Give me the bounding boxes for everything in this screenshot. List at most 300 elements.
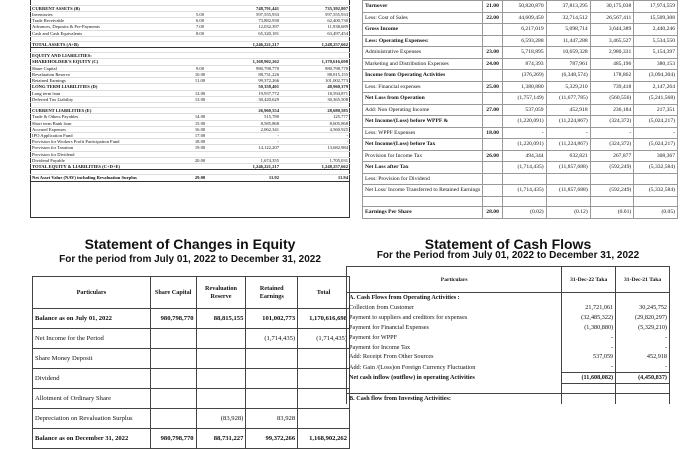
income-row-note xyxy=(483,24,503,36)
income-row-note xyxy=(483,93,503,105)
income-row-col2: 32,714,512 xyxy=(546,12,590,24)
balance-sheet-row-label: SHAREHOLDER'S EQUITY (C) xyxy=(30,59,188,65)
income-row-col2: 11,447,288 xyxy=(546,35,590,47)
cashflow-header-2022: 31-Dec-22 Taka xyxy=(562,267,616,293)
income-row-note xyxy=(483,116,503,128)
income-row-col2: 10,659,328 xyxy=(546,47,590,59)
equity-row xyxy=(33,309,350,329)
income-row-col1: 50,820,870 xyxy=(502,1,546,13)
cashflow-row-previous xyxy=(616,394,670,404)
equity-row-retained: 83,928 xyxy=(246,409,298,429)
cashflow-row-current: 537,059 xyxy=(562,352,616,362)
balance-sheet-row-note: 10.00 xyxy=(188,71,212,77)
equity-row xyxy=(33,369,350,389)
equity-row-label: Allotment of Ordinary Share xyxy=(33,389,151,409)
balance-sheet-row-current: 30,420,629 xyxy=(212,96,281,102)
income-row-label: Marketing and Distribution Expenses xyxy=(363,58,483,70)
balance-sheet-row-current: 2,062,341 xyxy=(212,126,281,132)
income-row-col3: 739,418 xyxy=(590,81,634,93)
income-row-col4: 5,534,550 xyxy=(634,35,678,47)
cashflow-row-label: Net cash inflow (outflow) in operating Activities xyxy=(347,373,562,384)
balance-sheet-row-previous: 8,605,868 xyxy=(281,120,350,126)
income-row xyxy=(363,185,678,197)
cashflow-row-current: - xyxy=(562,343,616,353)
income-row-note: 26.00 xyxy=(483,150,503,162)
income-row-col4: 380,153 xyxy=(634,58,678,70)
equity-row-share-capital xyxy=(150,369,196,389)
balance-sheet-row-note: 7.00 xyxy=(188,24,212,30)
balance-sheet-row-previous: 11.94 xyxy=(281,175,350,181)
equity-row-revaluation xyxy=(196,329,246,349)
income-row-col4: 17,974,559 xyxy=(634,1,678,13)
balance-sheet-row-previous: 62,400,730 xyxy=(281,18,350,24)
income-row-col4: (5,332,584) xyxy=(634,162,678,174)
balance-sheet-row-previous: 1,248,257,662 xyxy=(281,41,350,47)
balance-sheet-row-current: 597,555,933 xyxy=(212,11,281,17)
cashflow-row-previous: (5,329,210) xyxy=(616,323,670,333)
balance-sheet-row-current: 73,882,930 xyxy=(212,18,281,24)
balance-sheet-row-current: - xyxy=(212,139,281,145)
cashflow-row-current xyxy=(562,384,616,394)
income-row-note: 25.00 xyxy=(483,81,503,93)
balance-sheet-row-current: 748,791,441 xyxy=(212,5,281,11)
cashflow-row xyxy=(347,352,670,362)
income-row-col1: - xyxy=(502,127,546,139)
balance-sheet-row-label: Trade Receivable xyxy=(30,18,188,24)
income-row xyxy=(363,12,678,24)
income-row-note: 24.00 xyxy=(483,58,503,70)
income-row xyxy=(363,35,678,47)
equity-row-share-capital xyxy=(150,409,196,429)
balance-sheet-row-previous: 48,960,379 xyxy=(281,84,350,90)
balance-sheet-row-label: Retained Earnings xyxy=(30,78,188,84)
income-row-col4: - xyxy=(634,127,678,139)
income-row xyxy=(363,139,678,151)
income-row-col4: 217,351 xyxy=(634,104,678,116)
income-row-col3: (592,249) xyxy=(590,185,634,197)
income-row-col1 xyxy=(502,173,546,185)
equity-header-total: Total xyxy=(298,277,350,309)
equity-row-revaluation: (83,928) xyxy=(196,409,246,429)
equity-row-total xyxy=(298,409,350,429)
income-row-note: 27.00 xyxy=(483,104,503,116)
equity-row-retained: (1,714,435) xyxy=(246,329,298,349)
balance-sheet-row-note: 13.00 xyxy=(188,96,212,102)
balance-sheet-row-previous: 1,170,616,698 xyxy=(281,59,350,65)
equity-row-label: Dividend xyxy=(33,369,151,389)
income-row-col4: 5,154,397 xyxy=(634,47,678,59)
income-row-note xyxy=(483,185,503,197)
balance-sheet-row-previous: - xyxy=(281,132,350,138)
equity-row-total xyxy=(298,349,350,369)
balance-sheet-row-label: Cash and Cash Equivalents xyxy=(30,30,188,36)
balance-sheet-row-label: CURRENT LIABILITIES (E) xyxy=(30,108,188,114)
income-row-note: 21.00 xyxy=(483,1,503,13)
balance-sheet-row-previous: 28,680,585 xyxy=(281,108,350,114)
income-row-note xyxy=(483,162,503,174)
balance-sheet-row-current: 19,937,772 xyxy=(212,90,281,96)
balance-sheet-row-note: 16.00 xyxy=(188,126,212,132)
income-row-col2: (0.12) xyxy=(546,207,590,219)
balance-sheet-row-current: 12,032,397 xyxy=(212,24,281,30)
cashflow-row-current xyxy=(562,394,616,404)
balance-sheet-row-previous: 597,555,933 xyxy=(281,11,350,17)
balance-sheet-row-current: 88,731,226 xyxy=(212,71,281,77)
income-row-col2 xyxy=(546,173,590,185)
income-row-col2: (11,857,688) xyxy=(546,162,590,174)
cashflow-row-label: A. Cash Flows from Operating Activities : xyxy=(347,293,562,303)
cashflow-row-label: Add: Receipt From Other Sources xyxy=(347,352,562,362)
income-row-label: Administrative Expenses xyxy=(363,47,483,59)
income-row xyxy=(363,127,678,139)
income-row-col3: (0.01) xyxy=(590,207,634,219)
balance-sheet-row xyxy=(30,175,350,181)
equity-row-revaluation: 88,815,155 xyxy=(196,309,246,329)
income-row xyxy=(363,24,678,36)
cashflow-row-label: B. Cash flow from Investing Activities: xyxy=(347,394,562,404)
income-row-col2: (11,857,688) xyxy=(546,185,590,197)
income-row-col3: 2,980,331 xyxy=(590,47,634,59)
balance-sheet-row-note: 11.00 xyxy=(188,78,212,84)
income-row-col3: (560,556) xyxy=(590,93,634,105)
cashflow-row-previous: 30,245,752 xyxy=(616,303,670,313)
income-row-col2: - xyxy=(546,127,590,139)
income-row-col2: (6,348,574) xyxy=(546,70,590,82)
equity-row xyxy=(33,329,350,349)
equity-row-revaluation xyxy=(196,389,246,409)
income-row xyxy=(363,58,678,70)
cashflow-subtitle: For the Period from July 01, 2022 to December 31, 2022 xyxy=(376,250,640,261)
balance-sheet-row-label: CURRENT ASSETS (B) xyxy=(30,5,188,11)
income-row-label: Net Loss/ Income Transferred to Retained Earnings xyxy=(363,185,483,197)
income-row-label: Turnover xyxy=(363,1,483,13)
income-row-col4: (5,024,217) xyxy=(634,116,678,128)
equity-table xyxy=(32,276,350,449)
balance-sheet-row-previous: 980,798,770 xyxy=(281,65,350,71)
income-row-note xyxy=(483,139,503,151)
equity-subtitle: For the period from July 01, 2022 to December 31, 2022 xyxy=(59,254,321,265)
cashflow-row xyxy=(347,384,670,394)
income-row-col1 xyxy=(502,196,546,207)
balance-sheet-row-previous: 88,815,155 xyxy=(281,71,350,77)
balance-sheet-row-previous: 13,682,984 xyxy=(281,145,350,151)
income-row-label: Net Income/(Loss) before WPPF & xyxy=(363,116,483,128)
cashflow-row xyxy=(347,362,670,372)
equity-row-share-capital xyxy=(150,349,196,369)
income-row-col1: 44,609,450 xyxy=(502,12,546,24)
balance-sheet-row-current: 26,960,554 xyxy=(212,108,281,114)
cashflow-row-current: (1,380,880) xyxy=(562,323,616,333)
cashflow-row-current: - xyxy=(562,333,616,343)
equity-row xyxy=(33,349,350,369)
cashflow-row-previous: - xyxy=(616,333,670,343)
cashflow-table xyxy=(346,266,670,404)
cashflow-row-previous: 452,918 xyxy=(616,352,670,362)
income-row-note xyxy=(483,196,503,207)
balance-sheet-row-previous: 1,248,257,662 xyxy=(281,163,350,169)
income-row-col4 xyxy=(634,196,678,207)
balance-sheet-row-label: Trade & Others Payables xyxy=(30,114,188,120)
income-row-label: Net Loss after Tax xyxy=(363,162,483,174)
balance-sheet-row-note: 29.00 xyxy=(188,175,212,181)
income-row-note: 28.00 xyxy=(483,207,503,219)
cashflow-row-current: (11,608,082) xyxy=(562,373,616,384)
balance-sheet-row-label: EQUITY AND LIABILITIES: xyxy=(30,53,188,59)
income-row-col1: 874,393 xyxy=(502,58,546,70)
cashflow-row-label: Collection from Customer xyxy=(347,303,562,313)
balance-sheet-row-note: 8.00 xyxy=(188,30,212,36)
income-row-col2 xyxy=(546,196,590,207)
balance-sheet-row-label: IPO Application Fund xyxy=(30,132,188,138)
equity-row-retained xyxy=(246,349,298,369)
income-row-col2: 452,918 xyxy=(546,104,590,116)
balance-sheet-row-label: TOTAL EQUITY & LIABILITIES (C+D+E) xyxy=(30,163,188,169)
balance-sheet-row-current: 8,585,868 xyxy=(212,120,281,126)
cashflow-row-current: 21,721,061 xyxy=(562,303,616,313)
equity-row-share-capital: 980,798,770 xyxy=(150,429,196,449)
equity-row-share-capital: 980,798,770 xyxy=(150,309,196,329)
income-row-col3: 485,196 xyxy=(590,58,634,70)
income-row xyxy=(363,207,678,219)
income-row-note xyxy=(483,35,503,47)
balance-sheet-row-note: 15.00 xyxy=(188,120,212,126)
balance-sheet-row-label: Provision for Taxation xyxy=(30,145,188,151)
income-row-label: Less: Cost of Sales xyxy=(363,12,483,24)
balance-sheet-row-current: - xyxy=(212,132,281,138)
income-row xyxy=(363,196,678,207)
income-row xyxy=(363,1,678,13)
balance-sheet-row-label: Inventories xyxy=(30,11,188,17)
balance-sheet-row-current: 50,358,401 xyxy=(212,84,281,90)
income-row-label: Less: Operating Expenses: xyxy=(363,35,483,47)
balance-sheet-row-label: TOTAL ASSETS (A+B) xyxy=(30,41,188,47)
income-row-col3 xyxy=(590,173,634,185)
equity-row-label: Balance as on December 31, 2022 xyxy=(33,429,151,449)
income-row xyxy=(363,150,678,162)
cashflow-title: Statement of Cash Flows xyxy=(424,236,592,252)
equity-row-retained xyxy=(246,369,298,389)
income-row-col4: 15,509,308 xyxy=(634,12,678,24)
balance-sheet-row-label: Net Asset Value (NAV) including Revaluation Surplus xyxy=(30,175,188,181)
equity-header-share-capital: Share Capital xyxy=(150,277,196,309)
equity-title: Statement of Changes in Equity xyxy=(84,236,296,252)
balance-sheet-row-label: LONG TERM LIABILITIES (D) xyxy=(30,84,188,90)
balance-sheet-row-previous: 30,365,508 xyxy=(281,96,350,102)
balance-sheet-row-current: 99,372,266 xyxy=(212,78,281,84)
income-row-col3: 3,465,527 xyxy=(590,35,634,47)
cashflow-row xyxy=(347,293,670,303)
balance-sheet-row-note: 17.00 xyxy=(188,132,212,138)
income-row-col3: 267,877 xyxy=(590,150,634,162)
balance-sheet-row-label: Short term Bank loan xyxy=(30,120,188,126)
balance-sheet-row-previous: 11,938,689 xyxy=(281,24,350,30)
balance-sheet-row-previous: 1,705,031 xyxy=(281,157,350,163)
income-row-col1: 537,059 xyxy=(502,104,546,116)
income-row-note: 18.00 xyxy=(483,127,503,139)
equity-row-share-capital xyxy=(150,389,196,409)
balance-sheet-row-previous: 63,497,454 xyxy=(281,30,350,36)
income-row-col2: (11,224,867) xyxy=(546,116,590,128)
income-row-col4: (5,024,217) xyxy=(634,139,678,151)
cashflow-row xyxy=(347,373,670,384)
balance-sheet-row-current: 515,780 xyxy=(212,114,281,120)
balance-sheet-row-previous: 18,594,871 xyxy=(281,90,350,96)
income-row-col3: 178,862 xyxy=(590,70,634,82)
cashflow-row-previous: - xyxy=(616,343,670,353)
balance-sheet-row-note: 5.00 xyxy=(188,11,212,17)
equity-header-retained: Retained Earnings xyxy=(246,277,298,309)
cashflow-row-label: Payment for WPPF xyxy=(347,333,562,343)
balance-sheet-row-current: 980,798,770 xyxy=(212,65,281,71)
cashflow-row xyxy=(347,343,670,353)
equity-row-label: Balance as on July 01, 2022 xyxy=(33,309,151,329)
income-row-note: 23.00 xyxy=(483,47,503,59)
balance-sheet-row-note: 9.00 xyxy=(188,65,212,71)
equity-row-label: Share Money Deposit xyxy=(33,349,151,369)
equity-header-particulars: Particulars xyxy=(33,277,151,309)
income-row-col2: (11,224,867) xyxy=(546,139,590,151)
income-row-col4: 308,367 xyxy=(634,150,678,162)
equity-row-label: Net Income for the Period xyxy=(33,329,151,349)
cashflow-row xyxy=(347,303,670,313)
income-row-col1: 5,718,895 xyxy=(502,47,546,59)
income-row xyxy=(363,104,678,116)
income-row-col4 xyxy=(634,173,678,185)
income-statement-table xyxy=(362,0,678,219)
income-row-col4: (3,094,304) xyxy=(634,70,678,82)
income-row-col1: 494,344 xyxy=(502,150,546,162)
income-row-label xyxy=(363,196,483,207)
balance-sheet-row-label: Dividend Payable xyxy=(30,157,188,163)
cashflow-row xyxy=(347,333,670,343)
balance-sheet-row-label: Provision for Dividend xyxy=(30,151,188,157)
cashflow-row-label: Payment for Financial Expenses xyxy=(347,323,562,333)
equity-row-retained: 99,372,266 xyxy=(246,429,298,449)
income-row-label: Provision for Income Tax xyxy=(363,150,483,162)
income-row-col1: 6,593,288 xyxy=(502,35,546,47)
cashflow-row xyxy=(347,313,670,323)
balance-sheet-row-previous: 125,777 xyxy=(281,114,350,120)
income-row-col4: (0.05) xyxy=(634,207,678,219)
income-row-col1: (1,714,435) xyxy=(502,162,546,174)
equity-row-total xyxy=(298,369,350,389)
equity-row-label: Depreciation on Revaluation Surplus xyxy=(33,409,151,429)
income-row-col4: (5,241,568) xyxy=(634,93,678,105)
income-row-col3: (324,372) xyxy=(590,139,634,151)
income-row-note: 22.00 xyxy=(483,12,503,24)
balance-sheet-table xyxy=(30,0,350,182)
balance-sheet-row-label: Advances, Deposits & Pre-Payments xyxy=(30,24,188,30)
cashflow-row-current xyxy=(562,293,616,303)
income-row-note xyxy=(483,173,503,185)
balance-sheet-row-label: Long term loan xyxy=(30,90,188,96)
income-row-col1: (1,714,435) xyxy=(502,185,546,197)
balance-sheet-row-previous: - xyxy=(281,139,350,145)
equity-row-revaluation xyxy=(196,349,246,369)
income-row-label: Net Loss from Operation xyxy=(363,93,483,105)
cashflow-row-label: Payment for Income Tax xyxy=(347,343,562,353)
balance-sheet-row-note: 12.00 xyxy=(188,90,212,96)
income-row xyxy=(363,162,678,174)
income-row-col1: (1,220,091) xyxy=(502,139,546,151)
income-row-col3: (324,372) xyxy=(590,116,634,128)
balance-sheet-row-current: 1,246,221,217 xyxy=(212,163,281,169)
balance-sheet-row-note: 19.00 xyxy=(188,145,212,151)
income-row-col2: 632,821 xyxy=(546,150,590,162)
income-row-col3: 30,175,038 xyxy=(590,1,634,13)
balance-sheet-row-label: Deferred Tax Liability xyxy=(30,96,188,102)
income-row-col1: (1,220,091) xyxy=(502,116,546,128)
income-row-col3: 3,644,389 xyxy=(590,24,634,36)
income-row-col3: - xyxy=(590,127,634,139)
balance-sheet-row-current: 1,674,355 xyxy=(212,157,281,163)
income-row-label: Net Income/(Loss) before Tax xyxy=(363,139,483,151)
income-row-col3: (592,249) xyxy=(590,162,634,174)
cashflow-row-current: - xyxy=(562,362,616,372)
income-row-col1: 1,380,880 xyxy=(502,81,546,93)
income-row-label: Less: Financial expenses xyxy=(363,81,483,93)
income-row xyxy=(363,173,678,185)
cashflow-row xyxy=(347,323,670,333)
cashflow-row-previous xyxy=(616,293,670,303)
income-row xyxy=(363,47,678,59)
income-row-col1: (0.02) xyxy=(502,207,546,219)
cashflow-row-previous xyxy=(616,384,670,394)
cashflow-row xyxy=(347,394,670,404)
income-row-col4: (5,332,584) xyxy=(634,185,678,197)
balance-sheet-row-note: 6.00 xyxy=(188,18,212,24)
equity-row-share-capital xyxy=(150,329,196,349)
income-row-col2: 5,329,210 xyxy=(546,81,590,93)
cashflow-row-current: (32,485,322) xyxy=(562,313,616,323)
balance-sheet-row-previous: 101,002,773 xyxy=(281,78,350,84)
income-row-col3 xyxy=(590,196,634,207)
balance-sheet-row-previous: 4,560,925 xyxy=(281,126,350,132)
cashflow-row-previous: (4,450,837) xyxy=(616,373,670,384)
equity-row-total xyxy=(298,389,350,409)
equity-header-revaluation: Revaluation Reserve xyxy=(196,277,246,309)
balance-sheet-row-note: 20.00 xyxy=(188,157,212,163)
income-row xyxy=(363,70,678,82)
income-row-col2: 5,098,714 xyxy=(546,24,590,36)
cashflow-row-label: Add: Gain /(Loss)on Foreign Currency Fluctuation xyxy=(347,362,562,372)
balance-sheet-row-label: Share Capital xyxy=(30,65,188,71)
income-row-col3: 26,567,411 xyxy=(590,12,634,24)
income-row-col2: (11,677,785) xyxy=(546,93,590,105)
balance-sheet-row-current: 11.92 xyxy=(212,175,281,181)
cashflow-row-label xyxy=(347,384,562,394)
cashflow-row-label: Payment to suppliers and creditors for expenses xyxy=(347,313,562,323)
income-row-label: Earnings Per Share xyxy=(363,207,483,219)
income-row-col1: (1,757,149) xyxy=(502,93,546,105)
income-row-col2: 787,961 xyxy=(546,58,590,70)
balance-sheet-row-previous: 735,392,807 xyxy=(281,5,350,11)
income-row-label: Add: Non Operating Income xyxy=(363,104,483,116)
balance-sheet-row-label: Provision for Workers Profit Participation Fund xyxy=(30,139,188,145)
equity-row-total: (1,714,435) xyxy=(298,329,350,349)
income-row-col4: 2,147,264 xyxy=(634,81,678,93)
income-row-label: Income from Operating Activities xyxy=(363,70,483,82)
balance-sheet-row-current: 1,168,902,262 xyxy=(212,59,281,65)
income-row-col4: 2,440,246 xyxy=(634,24,678,36)
equity-row-retained xyxy=(246,389,298,409)
equity-row xyxy=(33,409,350,429)
balance-sheet-row-current: 14,122,207 xyxy=(212,145,281,151)
equity-row-revaluation: 88,731,227 xyxy=(196,429,246,449)
equity-row-retained: 101,002,773 xyxy=(246,309,298,329)
income-row xyxy=(363,93,678,105)
equity-row-total: 1,168,902,262 xyxy=(298,429,350,449)
